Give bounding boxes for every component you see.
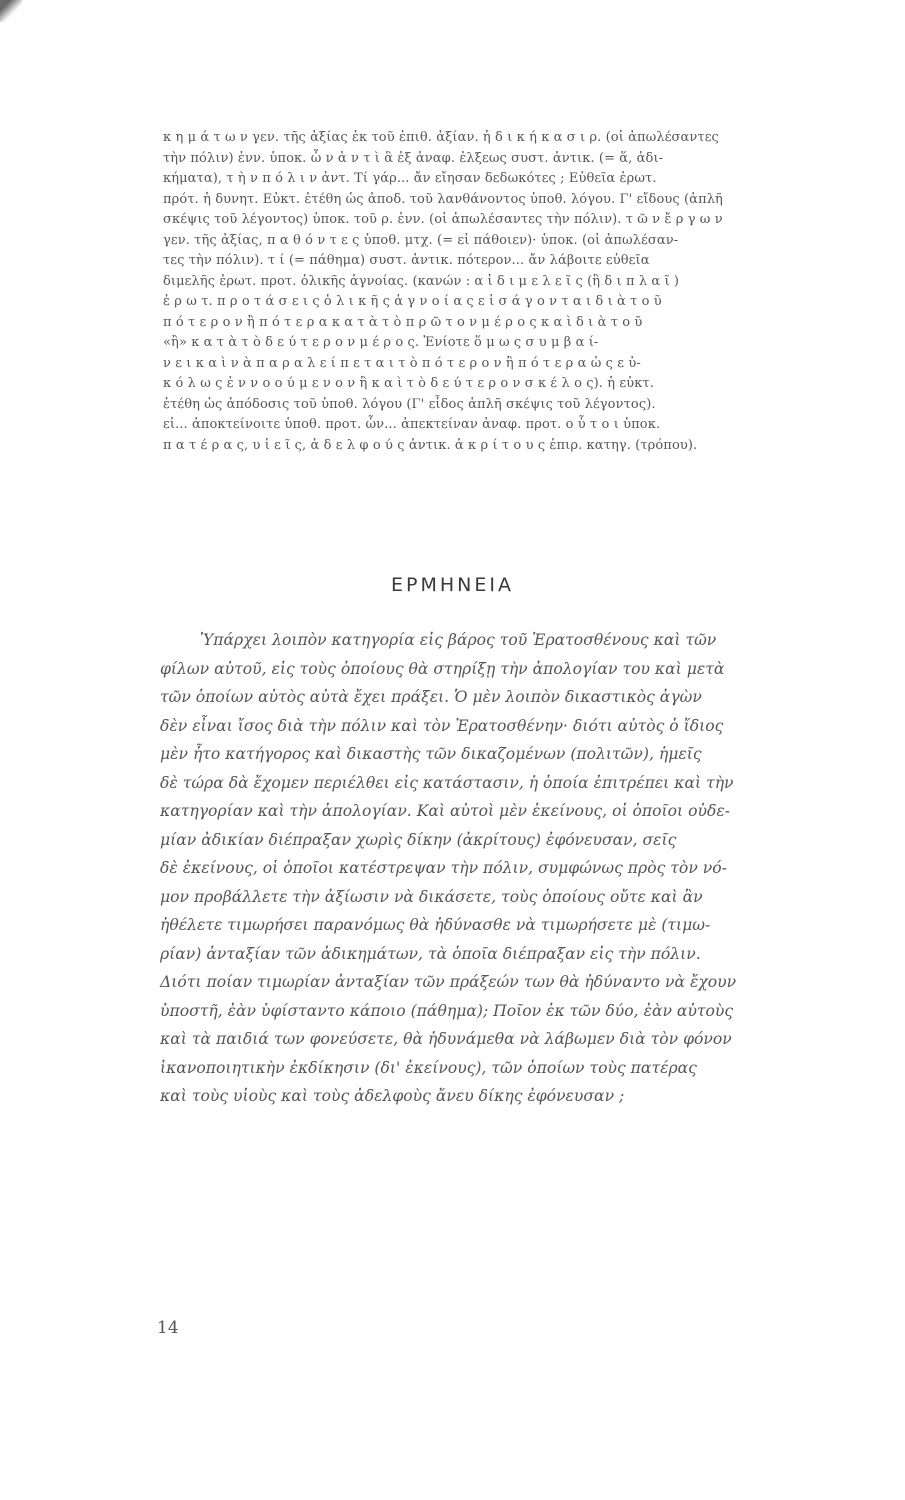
body-line: ὑποστῆ, ἐὰν ὑφίσταντο κάποιο (πάθημα); Ποῖον ἐκ τῶν δύο, ἐὰν αὐτοὺς	[160, 1001, 734, 1020]
page-number: 14	[157, 1318, 179, 1338]
grammatical-notes	[163, 128, 875, 456]
body-line: δὲ τώρα δὰ ἔχομεν περιέλθει εἰς κατάστασιν, ἡ ὁποία ἐπιτρέπει καὶ τὴν	[160, 773, 734, 792]
note-line: κ ό λ ω ς ἐ ν ν ο ο ύ μ ε ν ο ν ἢ κ α ὶ τ ὸ δ ε ύ τ ε ρ ο ν σ κ έ λ ο ς). ἡ εὐκτ.	[163, 376, 654, 391]
body-line: μὲν ἦτο κατήγορος καὶ δικαστὴς τῶν δικαζομένων (πολιτῶν), ἡμεῖς	[160, 745, 702, 763]
note-line: διμελῆς ἐρωτ. πρoτ. ὁλικῆς ἀγνοίας. (κανών : α ἱ δ ι μ ε λ ε ῖ ς (ἢ δ ι π λ α ῖ )	[163, 273, 680, 289]
note-line: «ἢ» κ α τ ὰ τ ὸ δ ε ύ τ ε ρ ο ν μ έ ρ ο ς. Ἐνίοτε ὅ μ ω ς σ υ μ β α ί-	[163, 335, 599, 350]
body-line: ἱκανοποιητικὴν ἐκδίκησιν (δι' ἐκείνους), τῶν ὁποίων τοὺς πατέρας	[160, 1058, 697, 1077]
note-line: π α τ έ ρ α ς, υ ἱ ε ῖ ς, ἀ δ ε λ φ ο ύ ς ἀντικ. ἀ κ ρ ί τ ο υ ς ἐπιρ. κατηγ. (τρόπου).	[163, 437, 698, 453]
body-line: τῶν ὁποίων αὐτὸς αὐτὰ ἔχει πράξει. Ὁ μὲν λοιπὸν δικαστικὸς ἀγὼν	[160, 688, 702, 706]
note-line: π ό τ ε ρ ο ν ἢ π ό τ ε ρ α κ α τ ὰ τ ὸ π ρ ῶ τ ο ν μ έ ρ ο ς κ α ὶ δ ι ὰ τ ο ῦ	[163, 314, 643, 330]
page-corner-shadow	[0, 0, 22, 22]
note-line: τὴν πόλιν) ἐνν. ὑποκ. ὧ ν ἀ ν τ ὶ ἃ ἐξ ἀναφ. ἐλξεως συστ. ἀντικ. (= ἅ, ἀδι-	[163, 150, 664, 166]
body-line: φίλων αὐτοῦ, εἰς τοὺς ὁποίους θὰ στηρίξῃ τὴν ἀπολογίαν του καὶ μετὰ	[160, 659, 725, 678]
body-line: δὲν εἶναι ἴσος διὰ τὴν πόλιν καὶ τὸν Ἐρατοσθένην· διότι αὐτὸς ὁ ἴδιος	[160, 716, 724, 735]
body-line: ἠθέλετε τιμωρήσει παρανόμως θὰ ἠδύνασθε νὰ τιμωρήσετε μὲ (τιμω-	[160, 916, 711, 934]
note-line: σκέψις τοῦ λέγοντος) ὑποκ. τοῦ ρ. ἐνν. (οἱ ἀπωλέσαντες τὴν πόλιν). τ ῶ ν ἔ ρ γ ω ν	[163, 212, 723, 227]
body-line: καὶ τοὺς υἱοὺς καὶ τοὺς ἀδελφοὺς ἄνευ δίκης ἐφόνευσαν ;	[160, 1087, 625, 1105]
body-line: μίαν ἀδικίαν διέπραξαν χωρὶς δίκην (ἀκρίτους) ἐφόνευσαν, σεῖς	[160, 830, 677, 849]
note-line: κήματα), τ ὴ ν π ό λ ι ν ἀντ. Τί γάρ... ἄν εἴησαν δεδωκότες ; Εὐθεῖα ἐρωτ.	[163, 171, 657, 186]
notes-paragraph	[163, 128, 875, 456]
note-line: ἐτέθη ὡς ἀπόδοσις τοῦ ὑποθ. λόγου (Γ' εἶδος ἁπλῆ σκέψις τοῦ λέγοντος).	[163, 396, 656, 412]
body-line: κατηγορίαν καὶ τὴν ἀπολογίαν. Καὶ αὐτοὶ μὲν ἐκείνους, οἱ ὁποῖοι οὐδε-	[160, 802, 731, 820]
body-line: Ὑπάρχει λοιπὸν κατηγορία εἰς βάρος τοῦ Ἐρατοσθένους καὶ τῶν	[200, 631, 717, 649]
note-line: κ η μ ά τ ω ν γεν. τῆς ἀξίας ἐκ τοῦ ἐπιθ. ἀξίαν. ἠ δ ι κ ή κ α σ ι ρ. (οἱ ἀπωλέσαντες	[163, 130, 719, 145]
note-line: γεν. τῆς ἀξίας, π α θ ό ν τ ε ς ὑποθ. μτχ. (= εἰ πάθοιεν)· ὑποκ. (οἱ ἀπωλέσαν-	[163, 232, 679, 248]
note-line: τες τὴν πόλιν). τ ί (= πάθημα) συστ. ἀντικ. πότερον... ἄν λάβοιτε εὐθεῖα	[163, 253, 650, 268]
note-line: εἰ... ἀποκτείνοιτε ὑποθ. πρoτ. ὧν... ἀπεκτείναν ἀναφ. πρoτ. ο ὗ τ ο ι ὑποκ.	[163, 417, 661, 432]
body-line: Διότι ποίαν τιμωρίαν ἀνταξίαν τῶν πράξεών των θὰ ἠδύναντο νὰ ἔχουν	[160, 973, 737, 991]
note-line: πρότ. ἡ δυνητ. Εὐκτ. ἐτέθη ὡς ἀποδ. τοῦ λανθάνοντος ὑποθ. λόγου. Γ' εἴδους (ἁπλῆ	[163, 191, 723, 207]
note-line: ἐ ρ ω τ. π ρ ο τ ά σ ε ι ς ὁ λ ι κ ῆ ς ἀ γ ν ο ί α ς ε ἰ σ ά γ ο ν τ α ι δ ι ὰ τ ο ῦ	[163, 294, 662, 309]
body-line: μον προβάλλετε τὴν ἀξίωσιν νὰ δικάσετε, τοὺς ὁποίους οὔτε καὶ ἂν	[160, 887, 703, 906]
body-line: δὲ ἐκείνους, οἱ ὁποῖοι κατέστρεψαν τὴν πόλιν, συμφώνως πρὸς τὸν νό-	[160, 859, 727, 877]
note-line: ν ε ι κ α ὶ ν ὰ π α ρ α λ ε ί π ε τ α ι τ ὸ π ό τ ε ρ ο ν ἢ π ό τ ε ρ α ὡ ς ε ὐ-	[163, 355, 641, 371]
translation-paragraph	[160, 626, 876, 1111]
body-line: καὶ τὰ παιδιά των φονεύσετε, θὰ ἠδυνάμεθα νὰ λάβωμεν διὰ τὸν φόνον	[160, 1030, 732, 1048]
body-line: ρίαν) ἀνταξίαν τῶν ἀδικημάτων, τὰ ὁποῖα διέπραξαν εἰς τὴν πόλιν.	[160, 944, 701, 963]
section-heading: ΕΡΜΗΝΕΙΑ	[391, 574, 514, 596]
